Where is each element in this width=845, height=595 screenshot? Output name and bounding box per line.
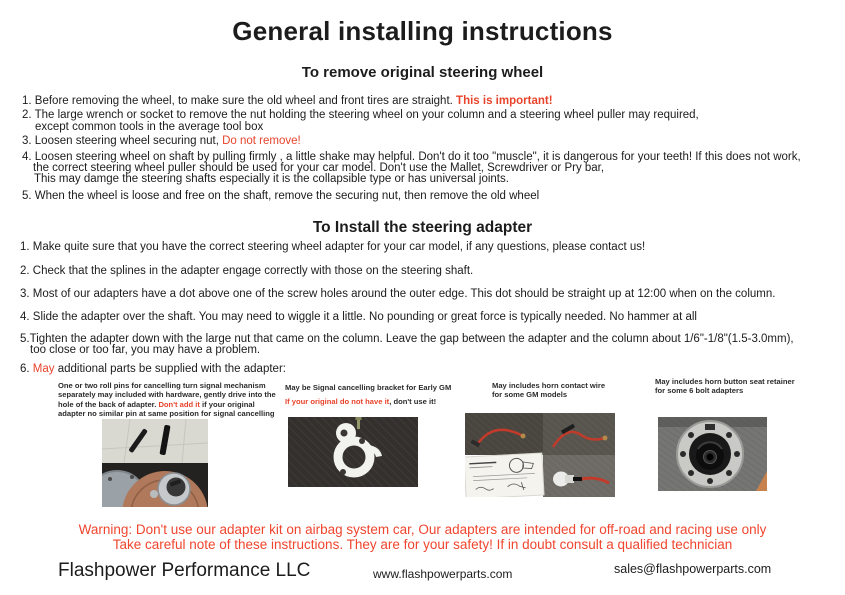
do-not-remove-note: Do not remove!: [222, 135, 301, 147]
seat-retainer-caption: May includes horn button seat retainer for some 6 bolt adapters: [655, 377, 795, 396]
hub-part: [677, 421, 743, 487]
important-note: This is important!: [456, 95, 553, 107]
cancelling-bracket-photo-graphic: [288, 417, 418, 487]
hub-adapter-photo-graphic: [658, 417, 767, 491]
cancelling-bracket-photo: [288, 417, 418, 487]
install-item-2: 2. Check that the splines in the adapter engage correctly with those on the steering shaft.: [20, 265, 474, 277]
install-item-5-line1: 5.Tighten the adapter down with the large nut that came on the column. Leave the gap between the adapter and the column about 1/6"-1/8"(1.5-3.0mm),: [20, 333, 794, 345]
page-title: General installing instructions: [232, 16, 613, 46]
bracket-warning-note: If your original do not have it: [285, 397, 390, 406]
install-item-1: 1. Make quite sure that you have the correct steering wheel adapter for your car model, if any questions, please contact us!: [20, 241, 646, 253]
install-item-3: 3. Most of our adapters have a dot above one of the screw holes around the outer edge. This dot should be straight up at 12:00 when on the column.: [20, 288, 776, 300]
install-item-4: 4. Slide the adapter over the shaft. You may need to wiggle it a little. No pounding or great force is typically needed. No hammer at all: [20, 311, 697, 323]
bracket-caption-line2: If your original do not have it, don't use it!: [285, 397, 437, 406]
remove-item-4-line3: This may damge the steering shafts especially it is the collapsible type or has universal joints.: [34, 173, 509, 185]
dont-add-it-note: Don't add it: [158, 399, 200, 409]
instruction-label: [465, 453, 544, 497]
roll-pins-photo: [102, 419, 208, 507]
install-item-5-line2: too close or too far, you may have a problem.: [30, 344, 261, 356]
horn-wire-photo-graphic: [465, 413, 615, 497]
footer-website: www.flashpowerparts.com: [373, 567, 513, 581]
remove-item-1: 1. Before removing the wheel, to make sure the old wheel and front tires are straight. This is important!: [22, 95, 553, 107]
remove-section-heading: To remove original steering wheel: [301, 64, 544, 81]
warning-line-1: Warning: Don't use our adapter kit on airbag system car, Our adapters are intended for off-road and racing use only: [78, 522, 767, 537]
pins-caption: One or two roll pins for cancelling turn signal mechanism separately may included with hardware, gently drive into the hole of the back of adapter. Don't add it if your original adapter no similar pin at same position for signal cancelling: [58, 381, 276, 419]
remove-item-4-line1: 4. Loosen steering wheel on shaft by pulling firmly , a little shake may helpful. Don't do it too "muscle", it is dangerous for your teeth! If this does not work,: [22, 151, 801, 163]
remove-item-4-line2: the correct steering wheel puller should be used for your car model. Don't use the Mallet, Screwdriver or Pry bar,: [33, 162, 605, 174]
remove-item-2-line1: 2. The large wrench or socket to remove the nut holding the steering wheel on your column and a steering wheel puller may required,: [22, 109, 699, 121]
may-highlight: May: [32, 363, 55, 375]
remove-item-5: 5. When the wheel is loose and free on the shaft, remove the securing nut, then remove the old wheel: [22, 190, 540, 202]
horn-wire-caption: May includes horn contact wire for some GM models: [492, 381, 606, 400]
horn-wire-photo: [465, 413, 615, 497]
warning-line-2: Take careful note of these instructions. They are for your safety! If in doubt consult a qualified technician: [112, 537, 733, 552]
install-item-6: 6. May additional parts be supplied with the adapter:: [20, 363, 286, 375]
footer-company: Flashpower Performance LLC: [58, 560, 311, 581]
bracket-caption-line1: May be Signal cancelling bracket for Early GM: [285, 383, 452, 392]
footer-email: sales@flashpowerparts.com: [614, 562, 772, 576]
hub-adapter-photo: [658, 417, 767, 491]
install-section-heading: To Install the steering adapter: [312, 219, 533, 236]
roll-pins-photo-graphic: [102, 419, 208, 507]
remove-item-2-line2: except common tools in the average tool box: [35, 121, 264, 133]
remove-item-3: 3. Loosen steering wheel securing nut, Do not remove!: [22, 135, 301, 147]
